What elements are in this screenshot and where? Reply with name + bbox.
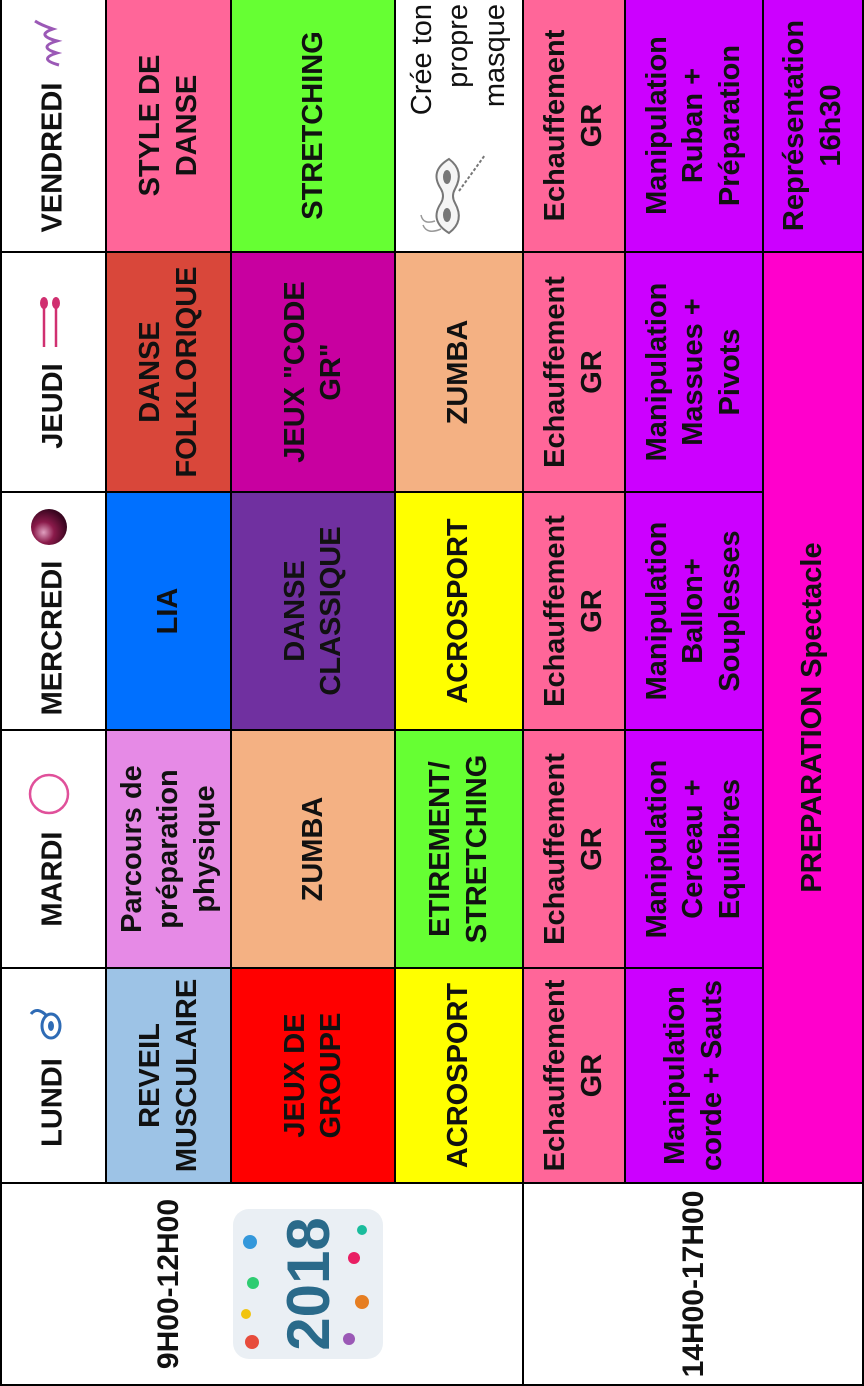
afternoon-spacer-cell: [523, 1183, 625, 1385]
day-label-lundi: LUNDI: [36, 1058, 69, 1147]
morning-row-3: [395, 0, 523, 1385]
cell-lundi-afternoon-2: Manipulation corde + Sauts: [625, 968, 763, 1183]
cell-preparation-spectacle: PREPARATION Spectacle: [763, 252, 863, 1183]
day-label-mercredi: MERCREDI: [36, 560, 69, 716]
day-header-lundi: [1, 968, 106, 1183]
cell-jeudi-morning-1: DANSE FOLKLORIQUE: [106, 252, 231, 492]
afternoon-row-3: [763, 0, 863, 1385]
mask-activity-text: Crée ton propre masque: [406, 4, 511, 116]
mask-icon: [419, 151, 498, 241]
morning-spacer-cell: [395, 1183, 523, 1385]
cell-lundi-afternoon-1: Echauffement GR: [523, 968, 625, 1183]
cell-mardi-morning-3: ETIREMENT/ STRETCHING: [395, 730, 523, 968]
hoop-icon: [26, 771, 81, 817]
afternoon-bottom-spacer: [763, 1183, 863, 1385]
cell-vendredi-morning-2: STRETCHING: [231, 0, 395, 252]
afternoon-time-cell: 14H00-17H00: [625, 1183, 763, 1385]
cell-mardi-afternoon-2: Manipulation Cerceau + Equilibres: [625, 730, 763, 968]
day-header-vendredi: [1, 0, 106, 252]
cell-mercredi-afternoon-1: Echauffement GR: [523, 492, 625, 730]
day-label-jeudi: JEUDI: [36, 363, 69, 449]
cell-jeudi-afternoon-2: Manipulation Massues + Pivots: [625, 252, 763, 492]
day-header-jeudi: [1, 252, 106, 492]
morning-row-1: [106, 0, 231, 1385]
badge-cell: [231, 1183, 395, 1385]
year-badge: [233, 1209, 383, 1359]
cell-vendredi-afternoon-2: Manipulation Ruban + Préparation: [625, 0, 763, 252]
day-header-mardi: [1, 730, 106, 968]
day-label-mardi: MARDI: [36, 831, 69, 927]
ball-icon: [29, 507, 78, 547]
clubs-icon: [36, 295, 72, 349]
cell-mercredi-morning-2: DANSE CLASSIQUE: [231, 492, 395, 730]
day-label-vendredi: VENDREDI: [36, 82, 69, 233]
year-badge-text: 2018: [275, 1217, 342, 1351]
cell-mardi-morning-2: ZUMBA: [231, 730, 395, 968]
afternoon-row-2: [625, 0, 763, 1385]
cell-lundi-morning-2: JEUX DE GROUPE: [231, 968, 395, 1183]
header-row: [1, 0, 106, 1385]
rope-icon: [27, 1004, 80, 1044]
morning-row-2: [231, 0, 395, 1385]
cell-vendredi-morning-3: [395, 0, 523, 252]
cell-vendredi-afternoon-3: Représentation 16h30: [763, 0, 863, 252]
cell-mercredi-morning-3: ACROSPORT: [395, 492, 523, 730]
cell-mercredi-morning-1: LIA: [106, 492, 231, 730]
cell-jeudi-morning-3: ZUMBA: [395, 252, 523, 492]
cell-mercredi-afternoon-2: Manipulation Ballon+ Souplesses: [625, 492, 763, 730]
morning-time-cell: 9H00-12H00: [106, 1183, 231, 1385]
cell-vendredi-afternoon-1: Echauffement GR: [523, 0, 625, 252]
cell-jeudi-morning-2: JEUX "CODE GR": [231, 252, 395, 492]
cell-vendredi-morning-1: STYLE DE DANSE: [106, 0, 231, 252]
ribbon-icon: [29, 19, 78, 69]
cell-lundi-morning-1: REVEIL MUSCULAIRE: [106, 968, 231, 1183]
cell-jeudi-afternoon-1: Echauffement GR: [523, 252, 625, 492]
corner-cell: [1, 1183, 106, 1385]
cell-mardi-morning-1: Parcours de préparation physique: [106, 730, 231, 968]
cell-mardi-afternoon-1: Echauffement GR: [523, 730, 625, 968]
day-header-mercredi: [1, 492, 106, 730]
cell-lundi-morning-3: ACROSPORT: [395, 968, 523, 1183]
afternoon-row-1: [523, 0, 625, 1385]
